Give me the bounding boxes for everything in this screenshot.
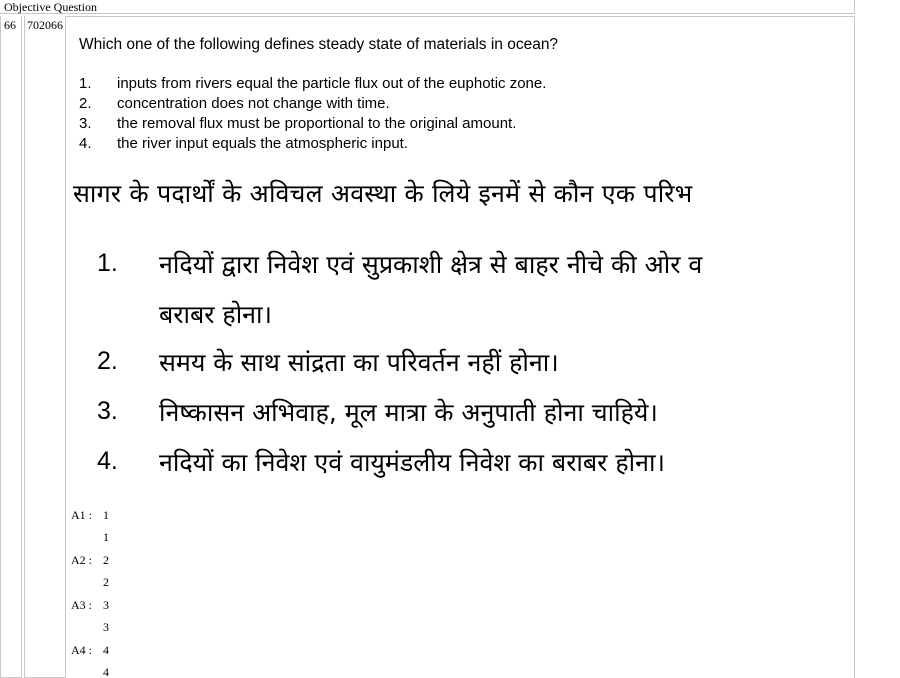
english-question-text: Which one of the following defines steady state of materials in ocean? <box>79 36 559 53</box>
question-id: 702066 <box>27 18 63 32</box>
hindi-option-4-number: 4. <box>97 447 118 475</box>
answer-1-label: A1 : <box>71 508 92 522</box>
option-text: inputs from rivers equal the particle flux out of the euphotic zone. <box>117 75 547 92</box>
english-option-3 <box>79 115 516 132</box>
hindi-option-1-number: 1. <box>97 249 118 277</box>
section-header <box>0 0 855 14</box>
question-id-cell <box>24 16 66 678</box>
answer-1-value: 1 <box>103 508 109 522</box>
hindi-option-2-text: समय के साथ सांद्रता का परिवर्तन नहीं होना। <box>159 348 559 377</box>
section-title: Objective Question <box>4 0 97 14</box>
option-number: 1. <box>79 75 92 92</box>
hindi-option-4-text: नदियों का निवेश एवं वायुमंडलीय निवेश का बराबर होना। <box>159 448 665 477</box>
hindi-option-1-line-2: बराबर होना। <box>159 300 272 329</box>
english-option-4 <box>79 135 408 152</box>
hindi-option-2-number: 2. <box>97 347 118 375</box>
question-content <box>66 16 855 678</box>
answer-3-value: 3 <box>103 598 109 612</box>
answer-2-sub: 2 <box>103 575 109 589</box>
option-text: concentration does not change with time. <box>117 95 390 112</box>
answer-1-sub: 1 <box>103 530 109 544</box>
answer-4-sub: 4 <box>103 665 109 678</box>
answer-2-value: 2 <box>103 553 109 567</box>
hindi-option-3-text: निष्कासन अभिवाह, मूल मात्रा के अनुपाती होना चाहिये। <box>159 398 658 427</box>
english-option-1 <box>79 75 546 92</box>
answer-4-label: A4 : <box>71 643 92 657</box>
hindi-option-3-number: 3. <box>97 397 118 425</box>
answer-3-label: A3 : <box>71 598 92 612</box>
english-option-2 <box>79 95 390 112</box>
option-number: 3. <box>79 115 92 132</box>
option-text: the removal flux must be proportional to the original amount. <box>117 115 517 132</box>
option-number: 4. <box>79 135 92 152</box>
question-number-cell <box>0 16 22 678</box>
option-text: the river input equals the atmospheric input. <box>117 135 408 152</box>
answer-3-sub: 3 <box>103 620 109 634</box>
hindi-option-1-line-1: नदियों द्वारा निवेश एवं सुप्रकाशी क्षेत्र से बाहर नीचे की ओर व <box>159 250 703 279</box>
hindi-question-text: सागर के पदार्थों के अविचल अवस्था के लिये इनमें से कौन एक परिभ <box>73 179 693 208</box>
option-number: 2. <box>79 95 92 112</box>
answer-4-value: 4 <box>103 643 109 657</box>
answer-2-label: A2 : <box>71 553 92 567</box>
question-number: 66 <box>4 18 16 32</box>
